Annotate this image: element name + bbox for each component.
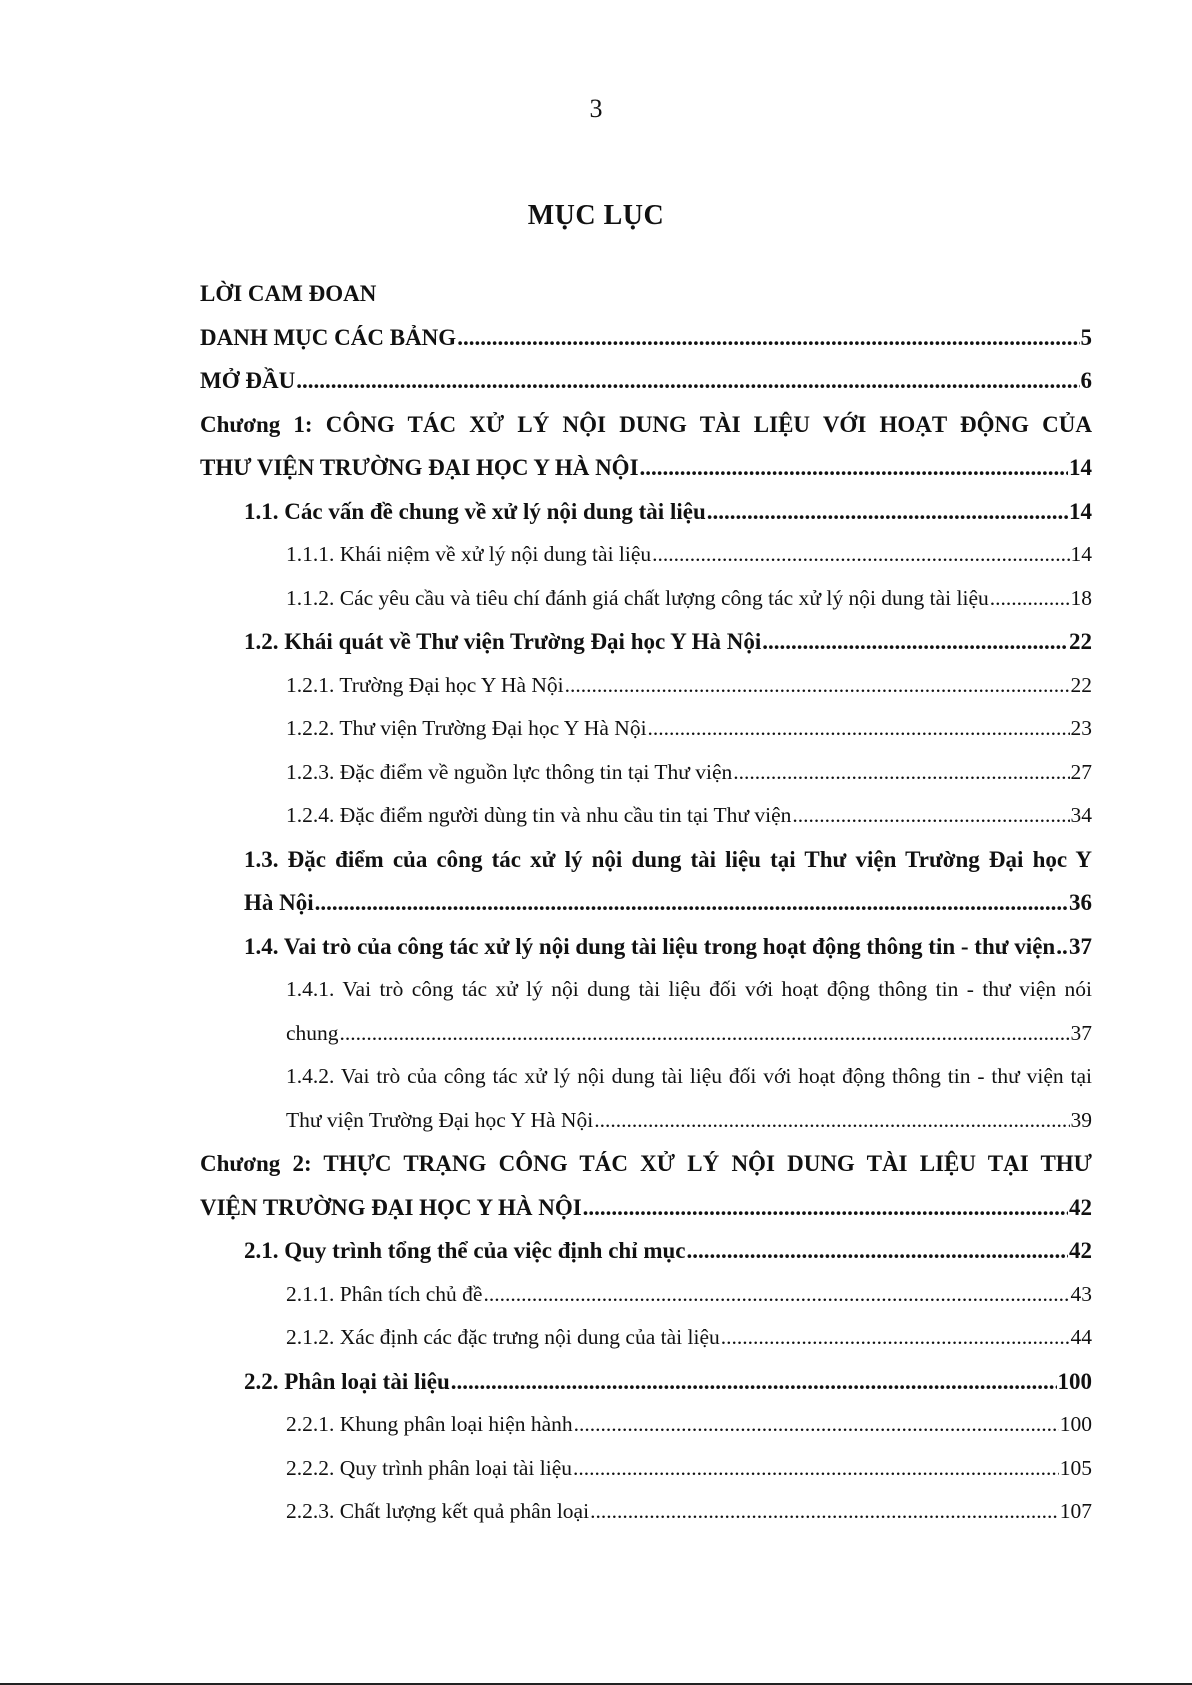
toc-entry-text: Thư viện Trường Đại học Y Hà Nội bbox=[286, 1107, 594, 1132]
toc-entry[interactable] bbox=[0, 1273, 1192, 1317]
dot-leader bbox=[1056, 925, 1068, 969]
dot-leader bbox=[594, 1099, 1069, 1143]
toc-entry[interactable] bbox=[0, 1316, 1192, 1360]
toc-entry[interactable] bbox=[0, 577, 1192, 621]
toc-entry-text: MỞ ĐẦU bbox=[200, 368, 296, 393]
dot-leader bbox=[590, 1490, 1059, 1534]
toc-entry-page-number: 105 bbox=[1059, 1455, 1092, 1480]
toc-entry-row bbox=[286, 577, 1092, 621]
toc-entry-row bbox=[286, 1447, 1092, 1491]
toc-entry-text: 1.2.4. Đặc điểm người dùng tin và nhu cầu tin tại Thư viện bbox=[286, 803, 792, 827]
toc-entry-row bbox=[200, 1186, 1092, 1230]
page-number: 3 bbox=[589, 94, 603, 123]
toc-entry[interactable] bbox=[0, 533, 1192, 577]
toc-entry[interactable] bbox=[0, 664, 1192, 708]
toc-entry-row bbox=[244, 1360, 1092, 1404]
toc-entry-page-number: 23 bbox=[1070, 716, 1092, 740]
toc-entry-row bbox=[286, 794, 1092, 838]
toc-entry-text: 2.1.1. Phân tích chủ đề bbox=[286, 1281, 483, 1306]
toc-entry-row bbox=[286, 1316, 1092, 1360]
toc-entry-page-number: 43 bbox=[1070, 1281, 1092, 1306]
toc-entry[interactable] bbox=[0, 1142, 1192, 1229]
dot-leader bbox=[451, 1360, 1057, 1404]
toc-entry-text: Hà Nội bbox=[244, 890, 314, 915]
toc-entry-page-number: 36 bbox=[1069, 890, 1092, 915]
dot-leader bbox=[457, 316, 1079, 360]
toc-entry-row bbox=[286, 1490, 1092, 1534]
toc-entry-text: 2.2.2. Quy trình phân loại tài liệu bbox=[286, 1455, 573, 1480]
toc-entry-text: THƯ VIỆN TRƯỜNG ĐẠI HỌC Y HÀ NỘI bbox=[200, 455, 639, 480]
toc-entry[interactable] bbox=[0, 751, 1192, 795]
toc-entry-row bbox=[286, 751, 1092, 795]
toc-entry-heading-line: 1.3. Đặc điểm của công tác xử lý nội dung tài liệu tại Thư viện Trường Đại học Y bbox=[244, 846, 1092, 872]
toc-entry-page-number: 5 bbox=[1080, 324, 1092, 350]
dot-leader bbox=[707, 490, 1068, 534]
page-title: MỤC LỤC bbox=[527, 200, 665, 231]
toc-entry-page-number: 42 bbox=[1069, 1238, 1092, 1263]
toc-entry-page-number: 22 bbox=[1070, 672, 1092, 697]
toc-entry[interactable] bbox=[0, 620, 1192, 664]
toc-entry[interactable] bbox=[0, 838, 1192, 925]
toc-entry-text: 1.2.2. Thư viện Trường Đại học Y Hà Nội bbox=[286, 716, 647, 740]
toc-entry-row bbox=[244, 1229, 1092, 1273]
toc-entry-heading-line: 1.4.2. Vai trò của công tác xử lý nội dung tài liệu đối với hoạt động thông tin - thư viện tại bbox=[286, 1064, 1092, 1088]
toc-entry-row bbox=[286, 1273, 1092, 1317]
dot-leader bbox=[573, 1447, 1059, 1491]
toc-entry-text: 2.1. Quy trình tổng thể của việc định chỉ mục bbox=[244, 1238, 686, 1263]
toc-entry[interactable] bbox=[0, 968, 1192, 1055]
toc-entry-text: 1.4. Vai trò của công tác xử lý nội dung tài liệu trong hoạt động thông tin - thư viện bbox=[244, 933, 1056, 959]
toc-entry[interactable] bbox=[0, 707, 1192, 751]
toc-entry-row bbox=[200, 359, 1092, 403]
toc-entry-row bbox=[244, 925, 1092, 969]
toc-entry-text: LỜI CAM ĐOAN bbox=[200, 281, 377, 306]
toc-entry[interactable] bbox=[0, 403, 1192, 490]
toc-entry[interactable] bbox=[0, 272, 1192, 316]
toc-entry-heading-line: 1.4.1. Vai trò công tác xử lý nội dung tài liệu đối với hoạt động thông tin - thư viện nói bbox=[286, 977, 1092, 1001]
toc-entry-text: 1.2. Khái quát về Thư viện Trường Đại học Y Hà Nội bbox=[244, 629, 762, 654]
toc-entry-page-number: 14 bbox=[1069, 498, 1092, 524]
dot-leader bbox=[574, 1403, 1059, 1447]
toc-entry[interactable] bbox=[0, 794, 1192, 838]
toc-entry-row bbox=[286, 1403, 1092, 1447]
dot-leader bbox=[733, 751, 1069, 795]
dot-leader bbox=[648, 707, 1070, 751]
toc-entry-heading-line: Chương 1: CÔNG TÁC XỬ LÝ NỘI DUNG TÀI LIỆU VỚI HOẠT ĐỘNG CỦA bbox=[200, 411, 1092, 437]
toc-entry-page-number: 34 bbox=[1070, 803, 1092, 827]
toc-entry-row bbox=[244, 490, 1092, 534]
toc-entry-page-number: 18 bbox=[1070, 585, 1092, 610]
toc-entry[interactable] bbox=[0, 490, 1192, 534]
toc-entry-row bbox=[286, 533, 1092, 577]
toc-entry-text: 2.1.2. Xác định các đặc trưng nội dung của tài liệu bbox=[286, 1325, 720, 1349]
toc-entry-row bbox=[200, 446, 1092, 490]
toc-entry-text: 2.2. Phân loại tài liệu bbox=[244, 1368, 450, 1394]
toc-entry-page-number: 42 bbox=[1069, 1194, 1092, 1220]
toc-entry-text: 1.1.2. Các yêu cầu và tiêu chí đánh giá chất lượng công tác xử lý nội dung tài liệu bbox=[286, 585, 989, 610]
toc-entry-page-number: 44 bbox=[1070, 1325, 1092, 1349]
dot-leader bbox=[652, 533, 1069, 577]
toc-entry-row bbox=[244, 881, 1092, 925]
dot-leader bbox=[565, 664, 1070, 708]
dot-leader bbox=[721, 1316, 1070, 1360]
dot-leader bbox=[296, 359, 1079, 403]
toc-entry-page-number: 107 bbox=[1059, 1499, 1092, 1523]
toc-entry-heading-line: Chương 2: THỰC TRẠNG CÔNG TÁC XỬ LÝ NỘI DUNG TÀI LIỆU TẠI THƯ bbox=[200, 1151, 1092, 1176]
toc-entry-page-number: 100 bbox=[1057, 1368, 1092, 1394]
toc-entry-row bbox=[200, 316, 1092, 360]
toc-entry[interactable] bbox=[0, 1447, 1192, 1491]
toc-entry-text: 1.2.3. Đặc điểm về nguồn lực thông tin tại Thư viện bbox=[286, 759, 733, 784]
toc-entry-page-number: 37 bbox=[1069, 933, 1092, 959]
toc-entry-page-number: 6 bbox=[1080, 368, 1092, 393]
toc-entry-page-number: 27 bbox=[1070, 759, 1092, 784]
toc-entry[interactable] bbox=[0, 1403, 1192, 1447]
dot-leader bbox=[640, 446, 1068, 490]
toc-entry-page-number: 22 bbox=[1069, 629, 1092, 654]
toc-entry-page-number: 39 bbox=[1070, 1107, 1092, 1132]
toc-entry-row bbox=[286, 1099, 1092, 1143]
toc-entry-text: chung bbox=[286, 1020, 339, 1045]
toc-entry-text: DANH MỤC CÁC BẢNG bbox=[200, 324, 457, 350]
dot-leader bbox=[583, 1186, 1068, 1230]
toc-entry-page-number: 100 bbox=[1059, 1412, 1092, 1436]
toc-entry-row bbox=[286, 707, 1092, 751]
toc-entry-text: 2.2.3. Chất lượng kết quả phân loại bbox=[286, 1499, 590, 1523]
toc-entry-page-number: 37 bbox=[1070, 1020, 1092, 1045]
toc-entry-text: 1.1.1. Khái niệm về xử lý nội dung tài liệu bbox=[286, 542, 652, 566]
toc-entry-text: 1.1. Các vấn đề chung về xử lý nội dung tài liệu bbox=[244, 498, 706, 524]
toc-entry-text: VIỆN TRƯỜNG ĐẠI HỌC Y HÀ NỘI bbox=[200, 1194, 582, 1220]
toc-entry[interactable] bbox=[0, 359, 1192, 403]
toc-entry-row bbox=[286, 1012, 1092, 1056]
toc-entry[interactable] bbox=[0, 1490, 1192, 1534]
dot-leader bbox=[792, 794, 1069, 838]
dot-leader bbox=[762, 620, 1068, 664]
toc-entry-row bbox=[244, 620, 1092, 664]
dot-leader bbox=[315, 881, 1068, 925]
toc-entry[interactable] bbox=[0, 316, 1192, 360]
toc-entry-text: 1.2.1. Trường Đại học Y Hà Nội bbox=[286, 672, 564, 697]
toc-entry-row bbox=[286, 664, 1092, 708]
dot-leader bbox=[483, 1273, 1069, 1317]
dot-leader bbox=[687, 1229, 1068, 1273]
toc-entry[interactable] bbox=[0, 1055, 1192, 1142]
toc-entry-page-number: 14 bbox=[1069, 455, 1092, 480]
dot-leader bbox=[990, 577, 1070, 621]
toc-entry[interactable] bbox=[0, 925, 1192, 969]
toc-entry[interactable] bbox=[0, 1360, 1192, 1404]
table-of-contents bbox=[0, 272, 1192, 1534]
dot-leader bbox=[340, 1012, 1070, 1056]
toc-entry-page-number: 14 bbox=[1070, 542, 1092, 566]
toc-entry-text: 2.2.1. Khung phân loại hiện hành bbox=[286, 1412, 573, 1436]
toc-entry[interactable] bbox=[0, 1229, 1192, 1273]
